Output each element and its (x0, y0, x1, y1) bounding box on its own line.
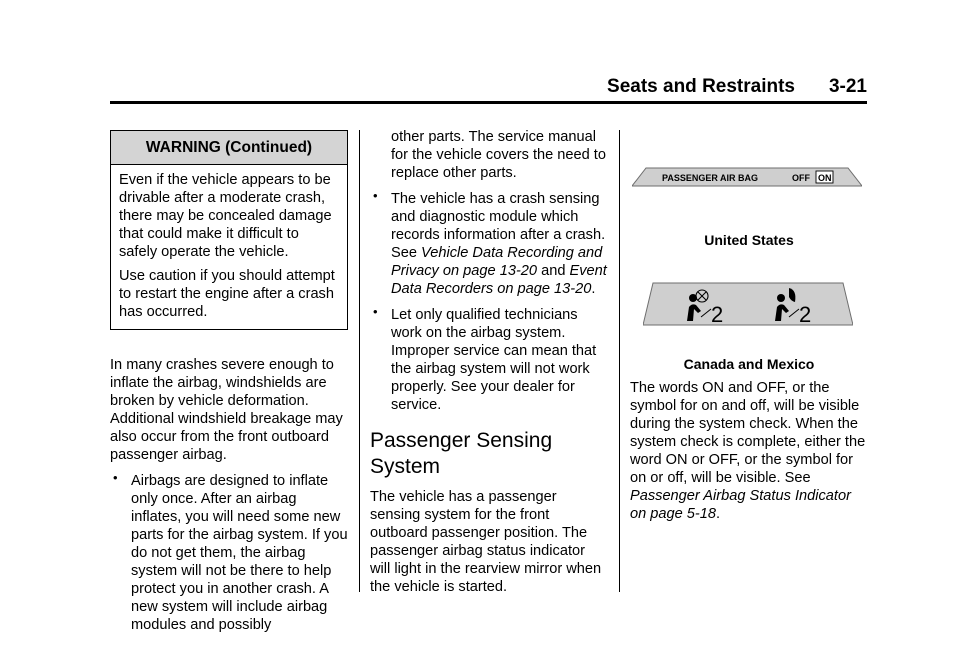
section-title: Passenger Sensing System (370, 429, 553, 478)
indicator-paragraph (630, 379, 868, 523)
cross-reference-link[interactable]: Passenger Airbag Status Indicator on page 5-18 (630, 488, 851, 522)
bullet-list (370, 190, 608, 414)
bullet-text: and (537, 263, 570, 279)
windshield-paragraph: In many crashes severe enough to inflate the airbag, windshields are broken by vehicle deformation. Additional windshield breakage may also occur from the front outboard passenger airbag. (110, 357, 343, 463)
column-divider-right (619, 130, 620, 592)
bullet-list (110, 472, 348, 634)
warning-box (110, 130, 348, 330)
bullet-item: • Let only qualified technicians work on the airbag system. Improper service can mean that the airbag system will not work properly. See your dealer for service. (370, 306, 608, 414)
bullet-continuation: other parts. The service manual for the vehicle covers the need to replace other parts. (391, 129, 606, 181)
airbag-off-digit: 2 (711, 302, 724, 327)
bullet-text: The vehicle has a crash sensing and diagnostic module which records information after a crash. See (391, 191, 606, 261)
column-2 (370, 128, 608, 596)
paragraph-text: . (716, 506, 721, 522)
cross-reference-link[interactable]: Event Data Recorders on page 13-20 (391, 263, 607, 297)
bullet-item: • Airbags are designed to inflate only once. After an airbag inflates, you will need some new parts for the airbag system. If you do not get them, the airbag system will not be there to help protect you in another crash. A new system will include airbag modules and possibly (110, 472, 348, 634)
us-indicator-on: ON (818, 173, 832, 183)
section-header-title: Seats and Restraints (607, 76, 795, 97)
section-paragraph: The vehicle has a passenger sensing system for the front outboard passenger position. The passenger airbag status indicator will light in the rearview mirror when the vehicle is started. (370, 489, 602, 595)
column-1 (110, 130, 348, 634)
column-divider-left (359, 130, 360, 592)
caption-united-states: United States (704, 232, 794, 248)
page-header (110, 76, 867, 98)
warning-paragraph: Even if the vehicle appears to be drivable after a moderate crash, there may be concealed damage that could make it difficult to safely operate the vehicle. (119, 172, 332, 260)
airbag-on-digit: 2 (799, 302, 812, 327)
us-indicator-off: OFF (792, 173, 810, 183)
us-indicator-label: PASSENGER AIR BAG (662, 173, 759, 183)
cam-airbag-indicator-panel (643, 281, 853, 327)
paragraph-text: The words ON and OFF, or the symbol for on and off, will be visible during the system check. When the system check is complete, either the word ON or OFF, or the symbol for on or off, will be visible. See (630, 380, 866, 486)
cross-reference-link[interactable]: Vehicle Data Recording and Privacy on page 13-20 (391, 245, 603, 279)
warning-heading: WARNING (Continued) (111, 131, 347, 165)
bullet-item (370, 190, 608, 298)
caption-canada-mexico: Canada and Mexico (683, 356, 815, 372)
us-airbag-indicator-panel (632, 166, 862, 188)
warning-paragraph: Use caution if you should attempt to restart the engine after a crash has occurred. (119, 268, 335, 320)
page-number: 3-21 (828, 76, 867, 97)
header-rule (110, 101, 867, 104)
warning-body (111, 165, 347, 329)
bullet-text: . (591, 281, 596, 297)
